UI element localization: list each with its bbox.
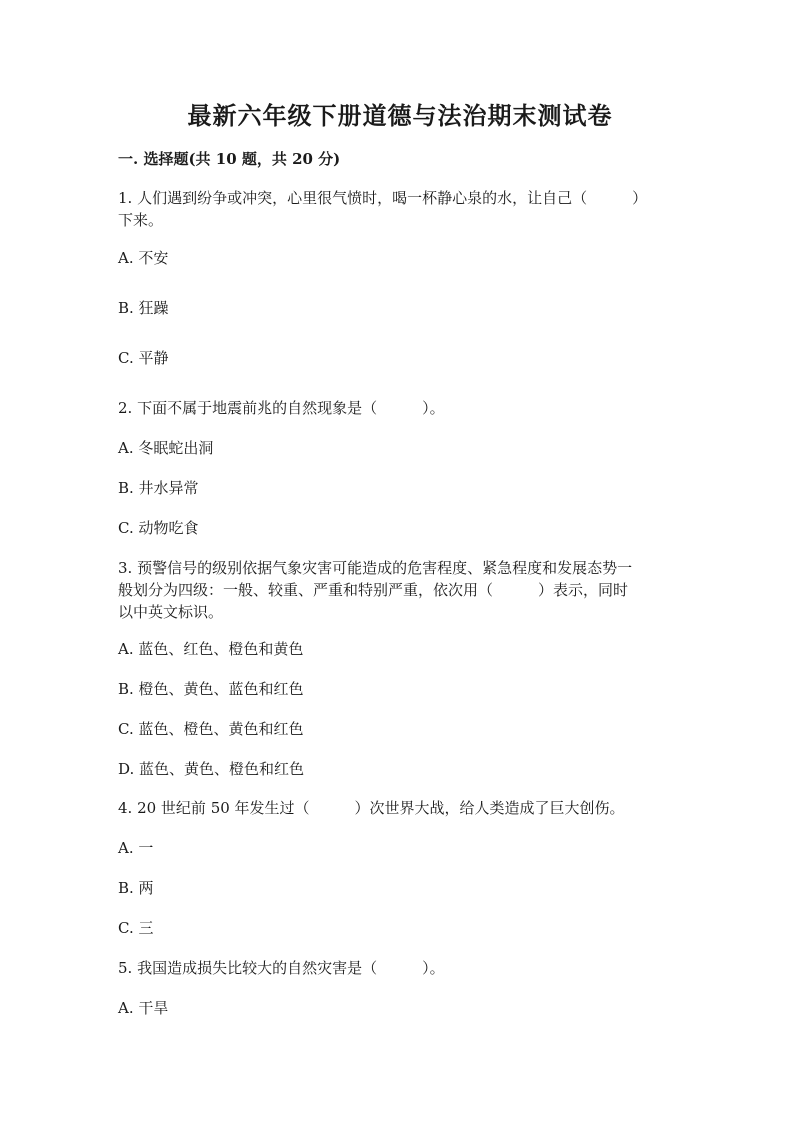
question-4-option-a: A. 一 xyxy=(118,839,154,857)
question-3-text-line-2: 般划分为四级：一般、较重、严重和特别严重，依次用（ ）表示，同时 xyxy=(118,581,629,599)
question-5-text-line-1: 5. 我国造成损失比较大的自然灾害是（ ）。 xyxy=(118,959,445,977)
section-heading: 一. 选择题(共 10 题，共 20 分) xyxy=(118,150,341,168)
question-4-text-line-1: 4. 20 世纪前 50 年发生过（ ）次世界大战，给人类造成了巨大创伤。 xyxy=(118,799,625,817)
question-5-option-a: A. 干旱 xyxy=(118,999,169,1017)
question-2-text-line-1: 2. 下面不属于地震前兆的自然现象是（ ）。 xyxy=(118,399,445,417)
question-3-text-line-3: 以中英文标识。 xyxy=(118,603,224,621)
question-3-option-d: D. 蓝色、黄色、橙色和红色 xyxy=(118,760,305,778)
question-3-option-a: A. 蓝色、红色、橙色和黄色 xyxy=(118,640,304,658)
question-3-text-line-1: 3. 预警信号的级别依据气象灾害可能造成的危害程度、紧急程度和发展态势一 xyxy=(118,559,633,577)
question-2-option-a: A. 冬眠蛇出洞 xyxy=(118,439,214,457)
question-3-option-c: C. 蓝色、橙色、黄色和红色 xyxy=(118,720,304,738)
question-1-text-line-1: 1. 人们遇到纷争或冲突，心里很气愤时，喝一杯静心泉的水，让自己（ ） xyxy=(118,189,648,207)
question-1-option-b: B. 狂躁 xyxy=(118,299,169,317)
question-1-option-c: C. 平静 xyxy=(118,349,169,367)
question-4-option-b: B. 两 xyxy=(118,879,154,897)
question-1-option-a: A. 不安 xyxy=(118,249,169,267)
question-2-option-c: C. 动物吃食 xyxy=(118,519,199,537)
question-1-text-line-2: 下来。 xyxy=(118,211,164,229)
question-3-option-b: B. 橙色、黄色、蓝色和红色 xyxy=(118,680,304,698)
question-2-option-b: B. 井水异常 xyxy=(118,479,199,497)
question-4-option-c: C. 三 xyxy=(118,919,154,937)
page-title: 最新六年级下册道德与法治期末测试卷 xyxy=(187,101,613,130)
